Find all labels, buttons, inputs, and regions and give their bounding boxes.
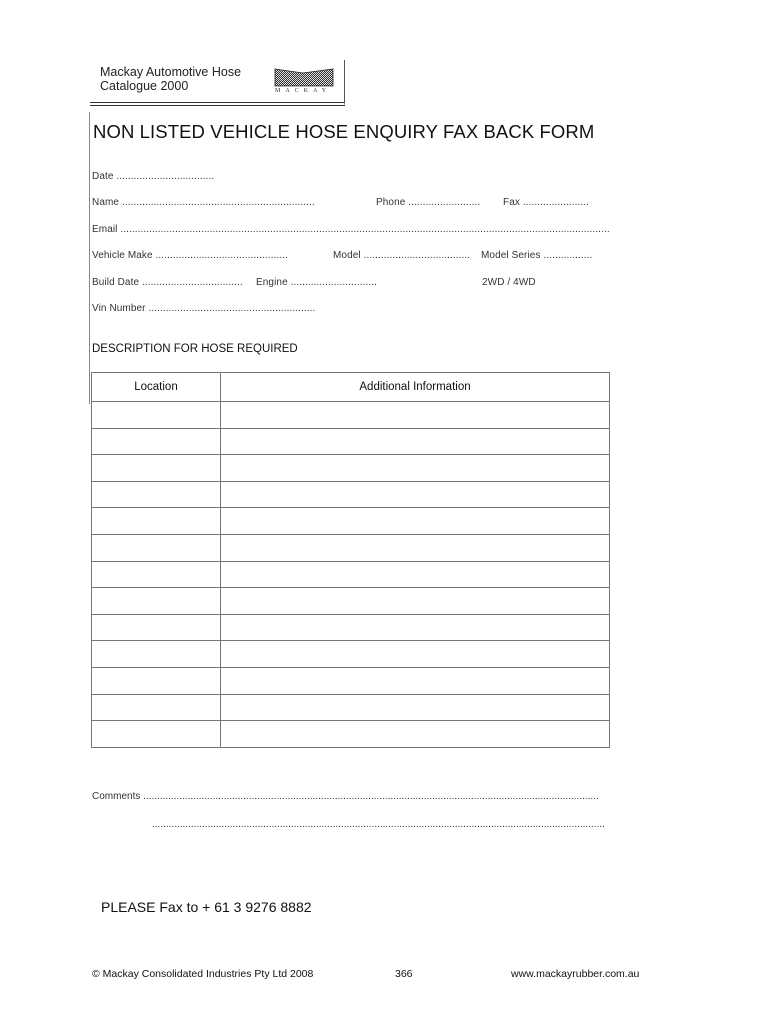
vehicle-make-field[interactable]: Vehicle Make .............................................. (92, 250, 288, 261)
info-cell[interactable] (221, 561, 610, 588)
comments-field-continued[interactable]: ................................................................................................................................................................... (152, 819, 605, 830)
location-cell[interactable] (92, 694, 221, 721)
catalogue-year: Catalogue 2000 (100, 79, 189, 93)
location-cell[interactable] (92, 481, 221, 508)
info-column-header: Additional Information (221, 373, 610, 402)
info-cell[interactable] (221, 534, 610, 561)
location-cell[interactable] (92, 534, 221, 561)
table-row (92, 455, 610, 482)
info-cell[interactable] (221, 455, 610, 482)
model-series-field[interactable]: Model Series ................. (481, 250, 593, 261)
fax-instruction: PLEASE Fax to + 61 3 9276 8882 (101, 899, 312, 915)
logo-wordmark: MACKAY (275, 88, 332, 94)
table-row (92, 534, 610, 561)
info-cell[interactable] (221, 481, 610, 508)
section-heading: DESCRIPTION FOR HOSE REQUIRED (92, 343, 298, 355)
table-row (92, 428, 610, 455)
info-cell[interactable] (221, 694, 610, 721)
location-cell[interactable] (92, 508, 221, 535)
location-cell[interactable] (92, 588, 221, 615)
location-cell[interactable] (92, 641, 221, 668)
phone-field[interactable]: Phone ......................... (376, 197, 481, 208)
location-cell[interactable] (92, 428, 221, 455)
table-row (92, 721, 610, 748)
build-date-field[interactable]: Build Date ................................... (92, 277, 243, 288)
info-cell[interactable] (221, 508, 610, 535)
hose-description-table (91, 372, 610, 748)
page-number: 366 (395, 968, 413, 980)
fax-field[interactable]: Fax ....................... (503, 197, 590, 208)
table-row (92, 481, 610, 508)
info-cell[interactable] (221, 721, 610, 748)
table-row (92, 561, 610, 588)
table-row (92, 694, 610, 721)
website-link[interactable]: www.mackayrubber.com.au (511, 968, 640, 980)
mackay-logo-icon (273, 66, 335, 88)
engine-field[interactable]: Engine .............................. (256, 277, 377, 288)
info-cell[interactable] (221, 402, 610, 429)
info-cell[interactable] (221, 614, 610, 641)
table-row (92, 588, 610, 615)
info-cell[interactable] (221, 428, 610, 455)
table-row (92, 614, 610, 641)
copyright-notice: © Mackay Consolidated Industries Pty Ltd 2008 (92, 968, 314, 980)
model-field[interactable]: Model ..................................... (333, 250, 471, 261)
date-field[interactable]: Date .................................. (92, 171, 215, 182)
info-cell[interactable] (221, 588, 610, 615)
location-cell[interactable] (92, 402, 221, 429)
margin-rule (89, 112, 90, 404)
location-cell[interactable] (92, 614, 221, 641)
comments-field[interactable]: Comments .................................................................................................................................................................... (92, 791, 599, 802)
name-field[interactable]: Name ................................................................... (92, 197, 315, 208)
table-row (92, 641, 610, 668)
vin-field[interactable]: Vin Number .......................................................... (92, 303, 316, 314)
table-row (92, 402, 610, 429)
catalogue-name: Mackay Automotive Hose (100, 65, 242, 79)
location-cell[interactable] (92, 455, 221, 482)
info-cell[interactable] (221, 667, 610, 694)
drive-type-option[interactable]: 2WD / 4WD (482, 277, 536, 288)
form-title: NON LISTED VEHICLE HOSE ENQUIRY FAX BACK FORM (93, 121, 595, 142)
location-cell[interactable] (92, 561, 221, 588)
table-row (92, 667, 610, 694)
table-row (92, 508, 610, 535)
info-cell[interactable] (221, 641, 610, 668)
location-cell[interactable] (92, 667, 221, 694)
location-cell[interactable] (92, 721, 221, 748)
location-column-header: Location (92, 373, 221, 402)
email-field[interactable]: Email .......................................................................................................................................................................... (92, 224, 610, 235)
mackay-logo (273, 66, 341, 98)
